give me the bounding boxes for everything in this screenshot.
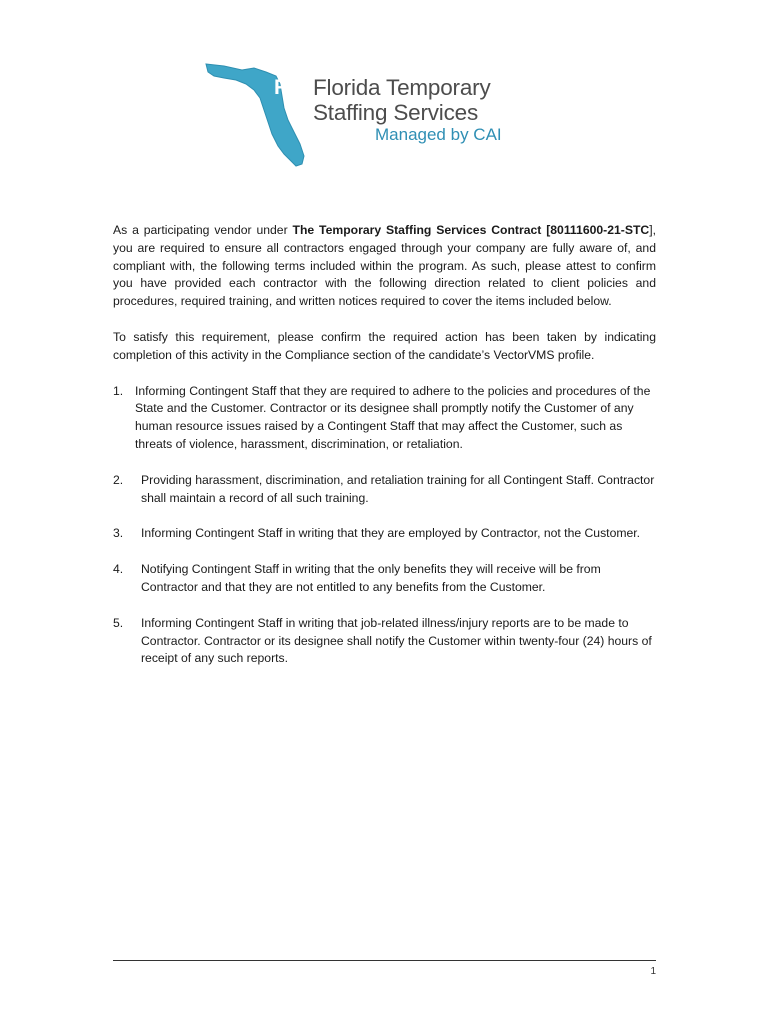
- company-logo: [204, 62, 524, 168]
- logo-title-line2: Staffing Services: [313, 100, 479, 125]
- list-item-text: Providing harassment, discrimination, and retaliation training for all Contingent Staff. Contractor shall maintain a record of all such training.: [141, 472, 655, 505]
- list-item: [113, 383, 656, 454]
- list-item: [113, 615, 656, 668]
- footer-divider: [113, 960, 656, 961]
- logo-tagline: Managed by CAI: [375, 125, 502, 144]
- list-item-text: Informing Contingent Staff in writing that they are employed by Contractor, not the Customer.: [141, 526, 641, 541]
- logo-mark: FL: [274, 76, 299, 99]
- list-item-text: Informing Contingent Staff in writing that job-related illness/injury reports are to be made to Contractor. Contractor or its designee shall notify the Customer within twenty-four (24) hours of receipt of any such reports.: [141, 615, 652, 666]
- list-item-number: 2.: [113, 472, 124, 487]
- document-body: [113, 222, 656, 686]
- list-item-number: 1.: [113, 383, 124, 398]
- list-item-text: Informing Contingent Staff that they are required to adhere to the policies and procedures of the State and the Customer. Contractor or its designee shall promptly notify the Customer of any human resource issues raised by a Contingent Staff that may affect the Customer, such as threats of violence, harassment, discrimination, or retaliation.: [135, 383, 651, 451]
- instruction-paragraph: To satisfy this requirement, please confirm the required action has been taken by indicating completion of this activity in the Compliance section of the candidate’s VectorVMS profile.: [113, 329, 656, 362]
- requirements-list: [113, 383, 656, 669]
- list-item-text: Notifying Contingent Staff in writing that the only benefits they will receive will be from Contractor and that they are not entitled to any benefits from the Customer.: [141, 562, 601, 594]
- list-item-number: 3.: [113, 526, 124, 541]
- list-item: [113, 561, 656, 597]
- list-item-number: 5.: [113, 615, 124, 630]
- intro-text-start: As a participating vendor under: [113, 223, 293, 237]
- contract-name: The Temporary Staffing Services Contract [80111600-21-STC: [292, 223, 650, 237]
- list-item-number: 4.: [113, 562, 124, 577]
- list-item: [113, 472, 656, 508]
- page-number: 1: [650, 966, 656, 977]
- list-item: [113, 525, 656, 543]
- intro-text-rest: ], you are required to ensure all contractors engaged through your company are fully aware of, and compliant with, the following terms included within the program. As such, please attest to confirm you have provided each contractor with the following direction related to client policies and procedures, required training, and written notices required to cover the items included below.: [113, 223, 656, 309]
- intro-paragraph: [113, 222, 656, 311]
- logo-title-line1: Florida Temporary: [313, 75, 491, 100]
